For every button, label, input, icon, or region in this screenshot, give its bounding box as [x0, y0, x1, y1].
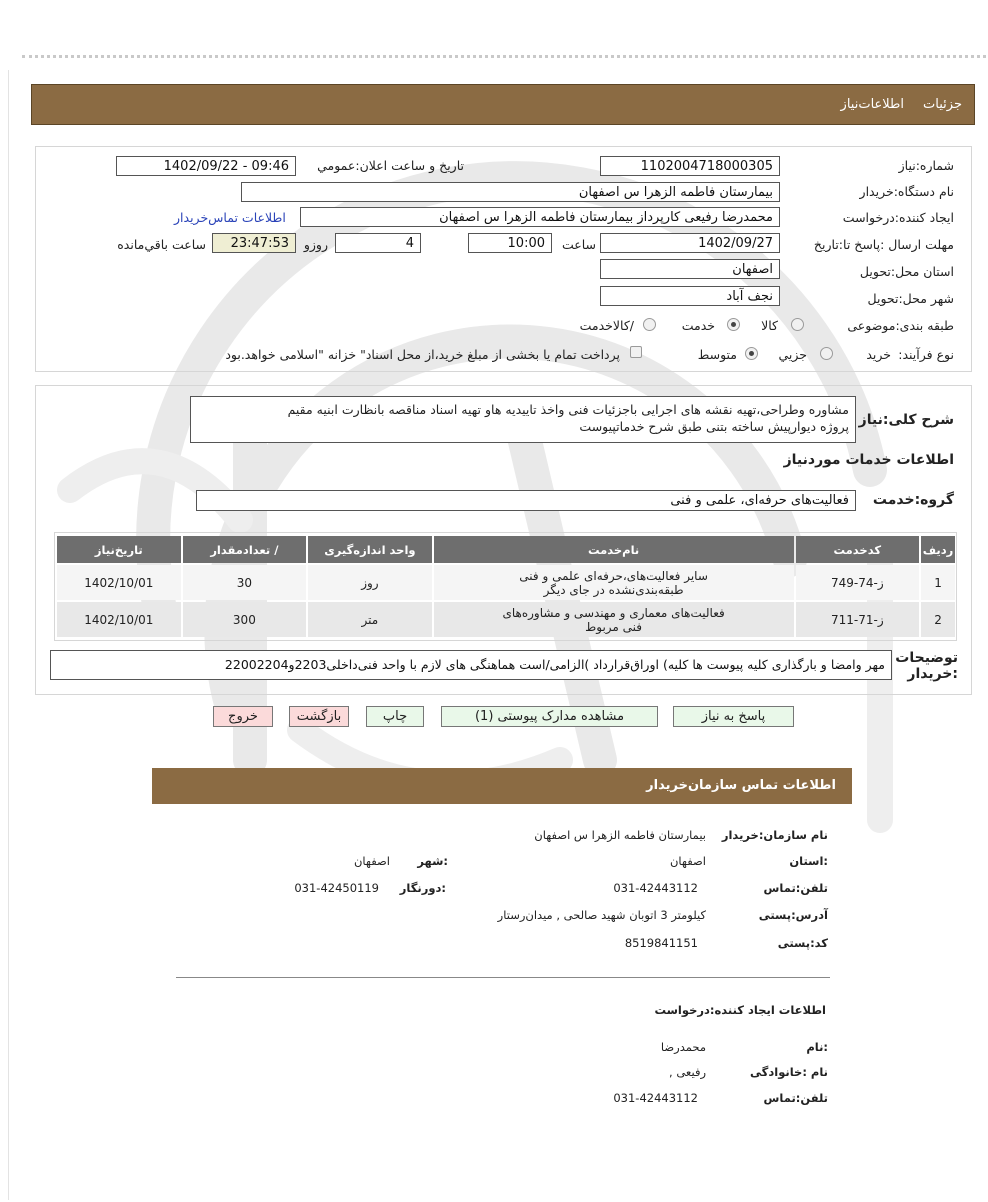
category-goods-label: کالا	[761, 318, 778, 333]
col-date: تاريخ‌نياز	[57, 536, 181, 563]
buyer-contact-link[interactable]: اطلاعات تماس‌خريدار	[174, 210, 286, 225]
process-type-label: نوع فرآیند:	[898, 347, 954, 362]
contact-city-label: :شهر	[417, 854, 448, 868]
col-unit: واحد اندازه‌گيری	[308, 536, 432, 563]
payment-note: پرداخت تمام يا بخشی از مبلغ خريد،از محل اسناد" خزانه "اسلامی خواهد.بود	[225, 347, 620, 362]
contact-province-label: :استان	[789, 854, 828, 868]
org-name-label: نام سازمان:خريدار	[721, 828, 828, 842]
items-table	[55, 534, 957, 639]
need-info-panel	[35, 146, 972, 372]
description-label: شرح کلی:نیاز	[858, 412, 954, 428]
table-row[interactable]	[57, 602, 955, 637]
back-button[interactable]: بازگشت	[289, 706, 349, 727]
province-label: استان محل:تحويل	[859, 264, 954, 279]
creator-family-label: نام :خانوادگی	[750, 1065, 828, 1079]
category-service-radio[interactable]	[727, 318, 740, 331]
deadline-date-field[interactable]: 1402/09/27	[600, 233, 780, 253]
print-button[interactable]: چاپ	[366, 706, 424, 727]
creator-family-value: رفيعی ,	[669, 1065, 706, 1079]
contact-divider	[176, 977, 830, 978]
items-table-header	[57, 536, 955, 563]
process-medium-label: متوسط	[697, 347, 737, 362]
description-line-2: پروژه دیوارپیش ساخته بتنی طبق شرح خدماتپیوست	[579, 419, 849, 434]
buyer-org-label: نام دستگاه:خريدار	[859, 184, 954, 199]
col-qty: / تعدادمقدار	[183, 536, 307, 563]
city-label: شهر محل:تحويل	[867, 291, 954, 306]
contact-phone-label: تلفن:تماس	[763, 881, 828, 895]
col-code: کدخدمت	[796, 536, 919, 563]
row-date: 1402/10/01	[57, 602, 181, 637]
description-line-1: مشاوره وطراحی،تهیه نقشه های اجرایی باجزئیات فنی واخذ تاییدیه هاو تهیه اسناد مناقصه بانظارت ابنیه مقیم	[287, 402, 849, 417]
need-number-field[interactable]: 1102004718000305	[600, 156, 780, 176]
process-medium-radio[interactable]	[745, 347, 758, 360]
category-goods-service-radio[interactable]	[643, 318, 656, 331]
remaining-label: ساعت باقي‌مانده	[117, 237, 206, 252]
row-qty: 300	[183, 602, 307, 637]
creator-title: اطلاعات ايجاد کننده:درخواست	[654, 1003, 826, 1017]
buyer-org-field[interactable]: بیمارستان فاطمه الزهرا س اصفهان	[241, 182, 780, 202]
row-unit: متر	[308, 602, 432, 637]
payment-checkbox[interactable]	[630, 346, 642, 358]
org-name-value: بيمارستان فاطمه الزهرا س اصفهان	[534, 828, 706, 842]
process-minor-radio[interactable]	[820, 347, 833, 360]
contact-city-value: اصفهان	[353, 854, 390, 868]
col-row: رديف	[921, 536, 955, 563]
announce-label: تاریخ و ساعت اعلان:عمومي	[317, 158, 464, 173]
requester-field[interactable]: محمدرضا رفیعی کارپرداز بیمارستان فاطمه الزهرا س اصفهان	[300, 207, 780, 227]
buyer-notes-label-1: توضيحات	[895, 650, 958, 666]
category-goods-radio[interactable]	[791, 318, 804, 331]
creator-name-label: :نام	[806, 1040, 828, 1054]
deadline-time-label: ساعت	[561, 237, 596, 252]
row-code: ز-71-711	[796, 602, 919, 637]
exit-button[interactable]: خروج	[213, 706, 273, 727]
contact-phone-value: 031-42443112	[613, 881, 698, 895]
reply-button[interactable]: پاسخ به نياز	[673, 706, 794, 727]
row-name-line-1: فعالیت‌های معماری و مهندسی و مشاوره‌های	[502, 605, 725, 620]
days-label: روزو	[303, 237, 328, 252]
creator-name-value: محمدرضا	[660, 1040, 706, 1054]
process-purchase-label: خريد	[866, 347, 891, 362]
attachments-button[interactable]: مشاهده مدارک پيوستی (1)	[441, 706, 658, 727]
row-code: ز-74-749	[796, 565, 919, 600]
buyer-notes-field[interactable]: مهر وامضا و بارگذاری کلیه پیوست ها کلیه) اوراق‌قرارداد )الزامی/است هماهنگی های لازم با واحد فنی‌داخلی‌2203و22002204	[50, 650, 892, 680]
creator-phone-value: 031-42443112	[613, 1091, 698, 1105]
announce-datetime-field[interactable]: 1402/09/22 - 09:46	[116, 156, 296, 176]
creator-phone-label: تلفن:تماس	[763, 1091, 828, 1105]
process-minor-label: جزيي	[778, 347, 807, 362]
contact-title: اطلاعات تماس سازمان‌خريدار	[646, 778, 836, 793]
need-number-label: شماره:نیاز	[898, 158, 954, 173]
postal-code-label: کد:پستی	[777, 936, 828, 950]
category-goods-service-label: /کالاخدمت	[579, 318, 634, 333]
row-name-line-2: فنی مربوط	[585, 619, 643, 634]
tab-need-info[interactable]: اطلاعات‌نیاز	[840, 97, 904, 112]
address-value: کيلومتر 3 اتوبان شهيد صالحی , ميدان‌رستار	[497, 908, 706, 922]
category-service-label: خدمت	[681, 318, 715, 333]
row-index: 1	[921, 565, 955, 600]
row-unit: روز	[308, 565, 432, 600]
top-divider	[22, 55, 986, 58]
deadline-time-field[interactable]: 10:00	[468, 233, 552, 253]
fax-value: 031-42450119	[294, 881, 379, 895]
days-field[interactable]: 4	[335, 233, 421, 253]
remaining-time-field: 23:47:53	[212, 233, 296, 253]
buyer-notes-label-2: :خريدار	[907, 666, 958, 682]
address-label: آدرس:پستی	[758, 908, 828, 922]
row-qty: 30	[183, 565, 307, 600]
col-name: نام‌خدمت	[434, 536, 794, 563]
row-index: 2	[921, 602, 955, 637]
header-bar	[31, 84, 975, 125]
row-name	[434, 602, 794, 637]
row-name	[434, 565, 794, 600]
requester-label: ایجاد کننده:درخواست	[842, 210, 954, 225]
row-name-line-2: طبقه‌بندی‌نشده در جای دیگر	[543, 582, 684, 597]
buyer-notes-label	[895, 650, 958, 682]
row-date: 1402/10/01	[57, 565, 181, 600]
fax-label: :دورنگار	[399, 881, 446, 895]
contact-header-bar	[152, 768, 852, 804]
tab-details[interactable]: جزئیات	[923, 97, 962, 112]
description-box	[190, 396, 856, 443]
category-label: طبقه بندی:موضوعی	[847, 318, 954, 333]
services-title: اطلاعات خدمات موردنياز	[783, 452, 954, 468]
postal-code-value: 8519841151	[624, 936, 698, 950]
deadline-label: مهلت ارسال :پاسخ تا:تاريخ	[813, 237, 954, 252]
row-name-line-1: سایر فعالیت‌های،حرفه‌ای علمی و فنی	[519, 568, 708, 583]
city-field[interactable]: نجف آباد	[600, 286, 780, 306]
left-border	[8, 70, 9, 1200]
service-group-field[interactable]: فعالیت‌های حرفه‌ای، علمی و فنی	[196, 490, 856, 511]
table-row[interactable]	[57, 565, 955, 600]
service-group-label: گروه:خدمت	[872, 492, 954, 508]
contact-province-value: اصفهان	[669, 854, 706, 868]
province-field[interactable]: اصفهان	[600, 259, 780, 279]
